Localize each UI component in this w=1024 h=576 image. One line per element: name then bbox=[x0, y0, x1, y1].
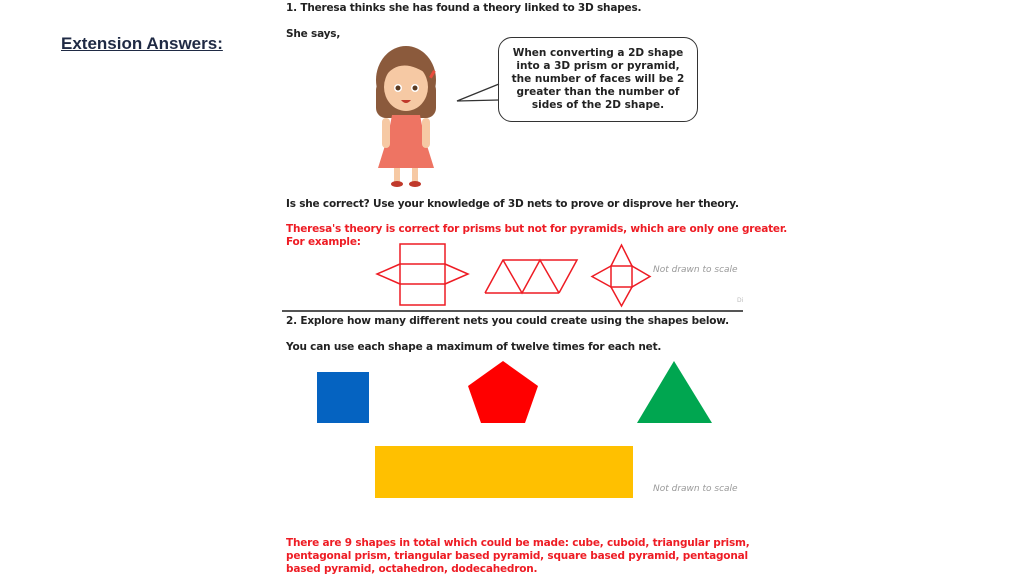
tetrahedron-net bbox=[485, 260, 577, 293]
green-triangle-shape bbox=[636, 360, 714, 426]
q2-heading: 2. Explore how many different nets you could create using the shapes below. bbox=[286, 315, 729, 327]
triangular-prism-net bbox=[377, 244, 468, 305]
q1-answer-line1: Theresa's theory is correct for prisms but not for pyramids, which are only one greater. bbox=[286, 223, 788, 235]
section-divider bbox=[282, 310, 743, 312]
q1-heading: 1. Theresa thinks she has found a theory linked to 3D shapes. bbox=[286, 2, 642, 14]
speech-bubble-tail bbox=[455, 80, 501, 110]
page-title: Extension Answers: bbox=[61, 34, 223, 53]
not-to-scale-note-2: Not drawn to scale bbox=[653, 484, 738, 494]
q2-answer-line2: pentagonal prism, triangular based pyramid, square based pyramid, pentagonal bbox=[286, 550, 748, 562]
q1-question: Is she correct? Use your knowledge of 3D nets to prove or disprove her theory. bbox=[286, 198, 739, 210]
square-pyramid-net bbox=[592, 245, 650, 306]
yellow-rectangle-shape bbox=[375, 446, 633, 498]
not-to-scale-note-1: Not drawn to scale bbox=[653, 265, 738, 275]
speech-bubble: When converting a 2D shape into a 3D prism or pyramid, the number of faces will be 2 greater than the number of sides of the 2D shape. bbox=[498, 37, 698, 122]
q1-answer-line2: For example: bbox=[286, 236, 361, 248]
girl-illustration bbox=[360, 40, 460, 190]
blue-square-shape bbox=[317, 372, 369, 423]
she-says-label: She says, bbox=[286, 28, 341, 40]
q2-answer-line3: based pyramid, octahedron, dodecahedron. bbox=[286, 563, 538, 575]
nets-diagram bbox=[370, 238, 660, 310]
q2-answer-line1: There are 9 shapes in total which could be made: cube, cuboid, triangular prism, bbox=[286, 537, 750, 549]
corner-mark: Di bbox=[737, 297, 744, 304]
red-pentagon-shape bbox=[466, 360, 540, 426]
q2-instruction: You can use each shape a maximum of twelve times for each net. bbox=[286, 341, 662, 353]
